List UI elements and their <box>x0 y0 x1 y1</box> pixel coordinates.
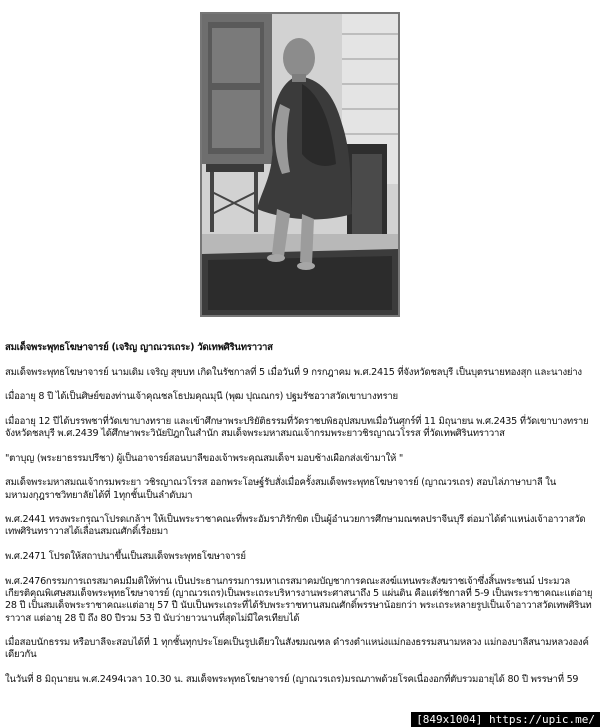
article <box>5 342 595 699</box>
paragraph-age-8: เมื่ออายุ 8 ปี ได้เป็นศิษย์ของท่านเจ้าคุณชลโธปมคุณมุนี (พุฒ ปุณณกร) ปฐมรัชอวาสวัดเขาบางทราย <box>5 391 398 403</box>
paragraph-quote: "ตาบุญ (พระยาธรรมปรีชา) ผู้เป็นอาจารย์สอนบาลีของเจ้าพระคุณสมเด็จฯ มอบช้างเผือกส่งเข้ามาให้ " <box>5 452 404 464</box>
paragraph-birth: สมเด็จพระพุทธโฆษาจารย์ นามเดิม เจริญ สุขบท เกิดในรัชกาลที่ 5 เมื่อวันที่ 9 กรกฎาคม พ.ศ.2415 ที่จังหวัดชลบุรี เป็นบุตรนายทองสุก และนางย่าง <box>5 366 582 378</box>
paragraph-pali-exam: สมเด็จพระมหาสมณเจ้ากรมพระยา วชิรญาณวโรรส ออกพระโอษฐ์รับสั่งเมื่อครั้งสมเด็จพระพุทธโฆษาจารย์ (ญาณวรเถร) สอบไล่ภาษาบาลี ในมหามงกุฎราชวิทยาลัยได้ที่ 1ทุกชั้นเป็นลำดับมา <box>5 477 556 501</box>
paragraph-2476: พ.ศ.2476กรรมการเถรสมาคมมีมติให้ท่าน เป็นประธานกรรมการมหาเถรสมาคมบัญชาการคณะสงฆ์แทนพระสังฆราชเจ้าซึ่งสิ้นพระชนม์ ประมวลเกียรติคุณพิเศษสมเด็จพระพุทธโฆษาจารย์ (ญาณวรเถร)เป็นพระเถระบริหารงานพระศาสนาถึง 5 แผ่นดิน คือแต่รัชกาลที่ 5-9 เป็นพระราชาคณะแต่อายุ 28 ปี เป็นสมเด็จพระราชาคณะแต่อายุ 57 ปี นับเป็นพระเถระที่ได้รับพระราชทานสมณศักดิ์พรรษาน้อยกว่า พระเถระหลายรูปเป็นเจ้าอาวาสวัดเทพศิรินทราวาส แต่อายุ 28 ปี ถึง 80 ปีรวม 53 ปี นับว่ายาวนานที่สุดไม่มีใครเทียบได้ <box>5 575 593 624</box>
paragraph-2471: พ.ศ.2471 โปรดให้สถาปนาขึ้นเป็นสมเด็จพระพุทธโฆษาจารย์ <box>5 551 246 563</box>
paragraph-ordination: เมื่ออายุ 12 ปีได้บรรพชาที่วัดเขาบางทราย และเข้าศึกษาพระปริยัติธรรมที่วัดราชบพิธอุปสมบทเมื่อวันศุกร์ที่ 11 มิถุนายน พ.ศ.2435 ที่วัดเขาบางทราย จังหวัดชลบุรี พ.ศ.2439 ได้ศึกษาพระวินัยปิฎกในสำนัก สมเด็จพระมหาสมณเจ้ากรมพระยาวชิรญาณวโรรส ที่วัดเทพศิรินทราวาส <box>5 415 589 440</box>
paragraph-death: ในวันที่ 8 มิถุนายน พ.ศ.2494เวลา 10.30 น. สมเด็จพระพุทธโฆษาจารย์ (ญาณวรเถร)มรณภาพด้วยโรคเนื่องอกที่ตับรวมอายุได้ 80 ปี พรรษาที่ 59 <box>5 674 579 686</box>
monk-photo-image <box>202 14 398 315</box>
monk-photo <box>200 12 400 317</box>
paragraph-exams: เมื่อสอบนักธรรม หรือบาลีจะสอบได้ที่ 1 ทุกชั้นทุกประโยคเป็นรูปเดียวในสังฆมณฑล ดำรงตำแหน่งแม่กองธรรมสนามหลวง แม่กองบาลีสนามหลวงองค์เดียวกัน <box>5 637 589 661</box>
image-host-watermark: [849x1004] https://upic.me/ <box>411 712 600 727</box>
paragraph-2441: พ.ศ.2441 ทรงพระกรุณาโปรดเกล้าฯ ให้เป็นพระราชาคณะที่พระอัมราภิรักขิต เป็นผู้อำนวยการศึกษามณฑลปราจีนบุรี ต่อมาได้ตำแหน่งเจ้าอาวาสวัดเทพศิรินทราวาสได้เลื่อนสมณศักดิ์เรื่อยมา <box>5 514 586 538</box>
article-title: สมเด็จพระพุทธโฆษาจารย์ (เจริญ ญาณวรเถระ) วัดเทพศิรินทราวาส <box>5 342 273 353</box>
